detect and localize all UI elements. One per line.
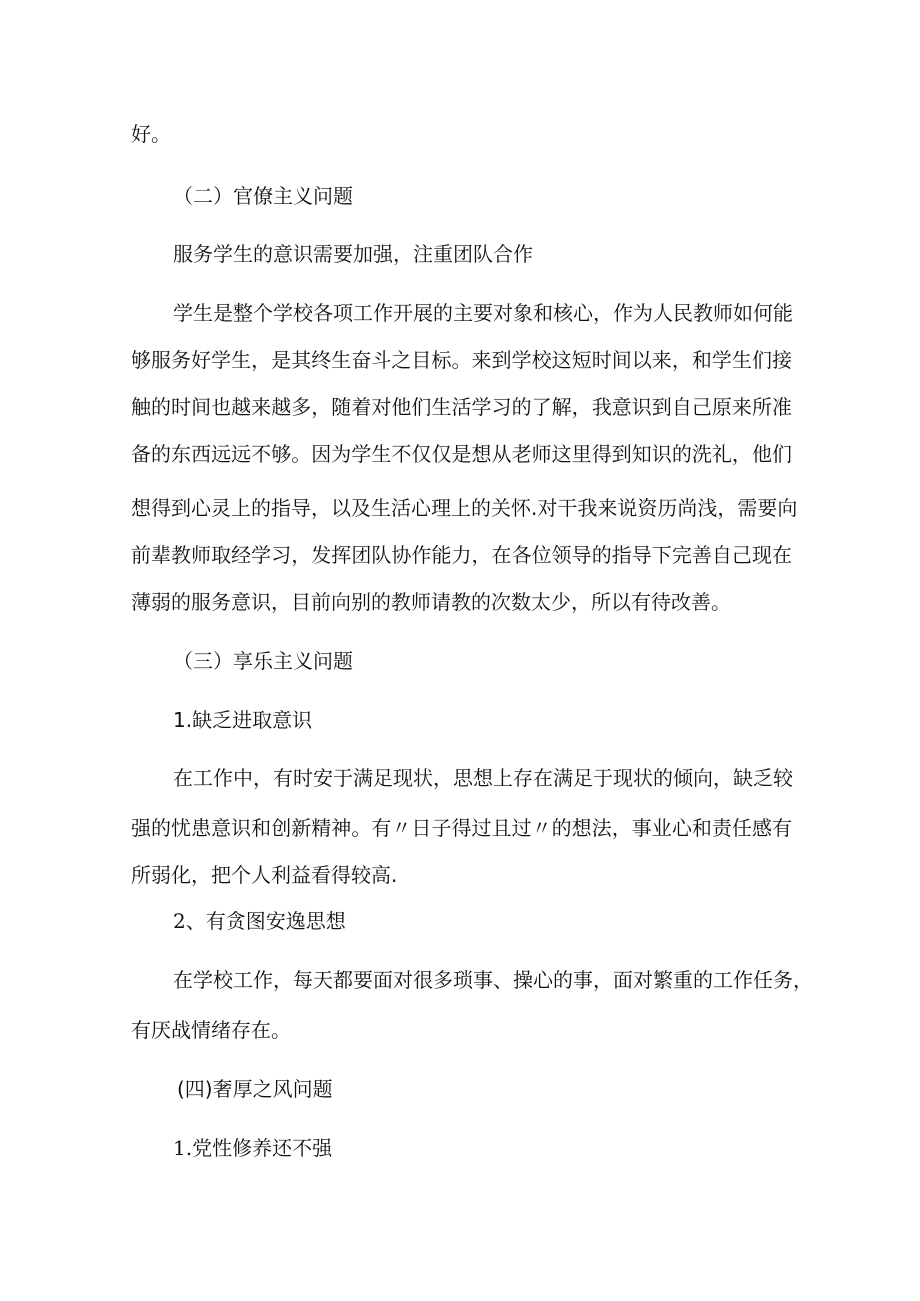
subsection-heading: 1.缺乏进取意识 bbox=[173, 708, 313, 732]
paragraph-line: 在工作中，有时安于满足现状，思想上存在满足于现状的倾向，缺乏较 bbox=[173, 766, 793, 790]
paragraph-line: 够服务好学生，是其终生奋斗之目标。来到学校这短时间以来，和学生们接 bbox=[131, 348, 792, 372]
paragraph-line: 触的时间也越来越多，随着对他们生活学习的了解，我意识到自己原来所准 bbox=[131, 395, 792, 419]
section-heading: (四)奢厚之风问题 bbox=[177, 1077, 333, 1101]
section-heading: （三）享乐主义问题 bbox=[173, 649, 353, 673]
paragraph-line: 好。 bbox=[131, 122, 171, 146]
paragraph-line: 所弱化，把个人利益看得较高. bbox=[131, 863, 398, 887]
subsection-heading: 2、有贪图安逸思想 bbox=[173, 909, 346, 933]
paragraph-line: 薄弱的服务意识，目前向别的教师请教的次数太少，所以有待改善。 bbox=[131, 590, 731, 614]
paragraph-line: 学生是整个学校各项工作开展的主要对象和核心，作为人民教师如何能 bbox=[173, 301, 793, 325]
subsection-heading: 服务学生的意识需要加强，注重团队合作 bbox=[173, 242, 533, 266]
section-heading: （二）官僚主义问题 bbox=[173, 184, 353, 208]
paragraph-line: 有厌战情绪存在。 bbox=[131, 1018, 291, 1042]
paragraph-line: 前辈教师取经学习，发挥团队协作能力，在各位领导的指导下完善自己现在 bbox=[131, 543, 792, 567]
paragraph-line: 强的忧患意识和创新精神。有〃日子得过且过〃的想法，事业心和责任感有 bbox=[131, 816, 792, 840]
paragraph-line: 在学校工作，每天都要面对很多琐事、操心的事，面对繁重的工作任务， bbox=[173, 968, 813, 992]
subsection-heading: 1.党性修养还不强 bbox=[173, 1136, 333, 1160]
paragraph-line: 想得到心灵上的指导，以及生活心理上的关怀.对干我来说资历尚浅，需要向 bbox=[131, 496, 798, 520]
paragraph-line: 备的东西远远不够。因为学生不仅仅是想从老师这里得到知识的洗礼，他们 bbox=[131, 442, 792, 466]
